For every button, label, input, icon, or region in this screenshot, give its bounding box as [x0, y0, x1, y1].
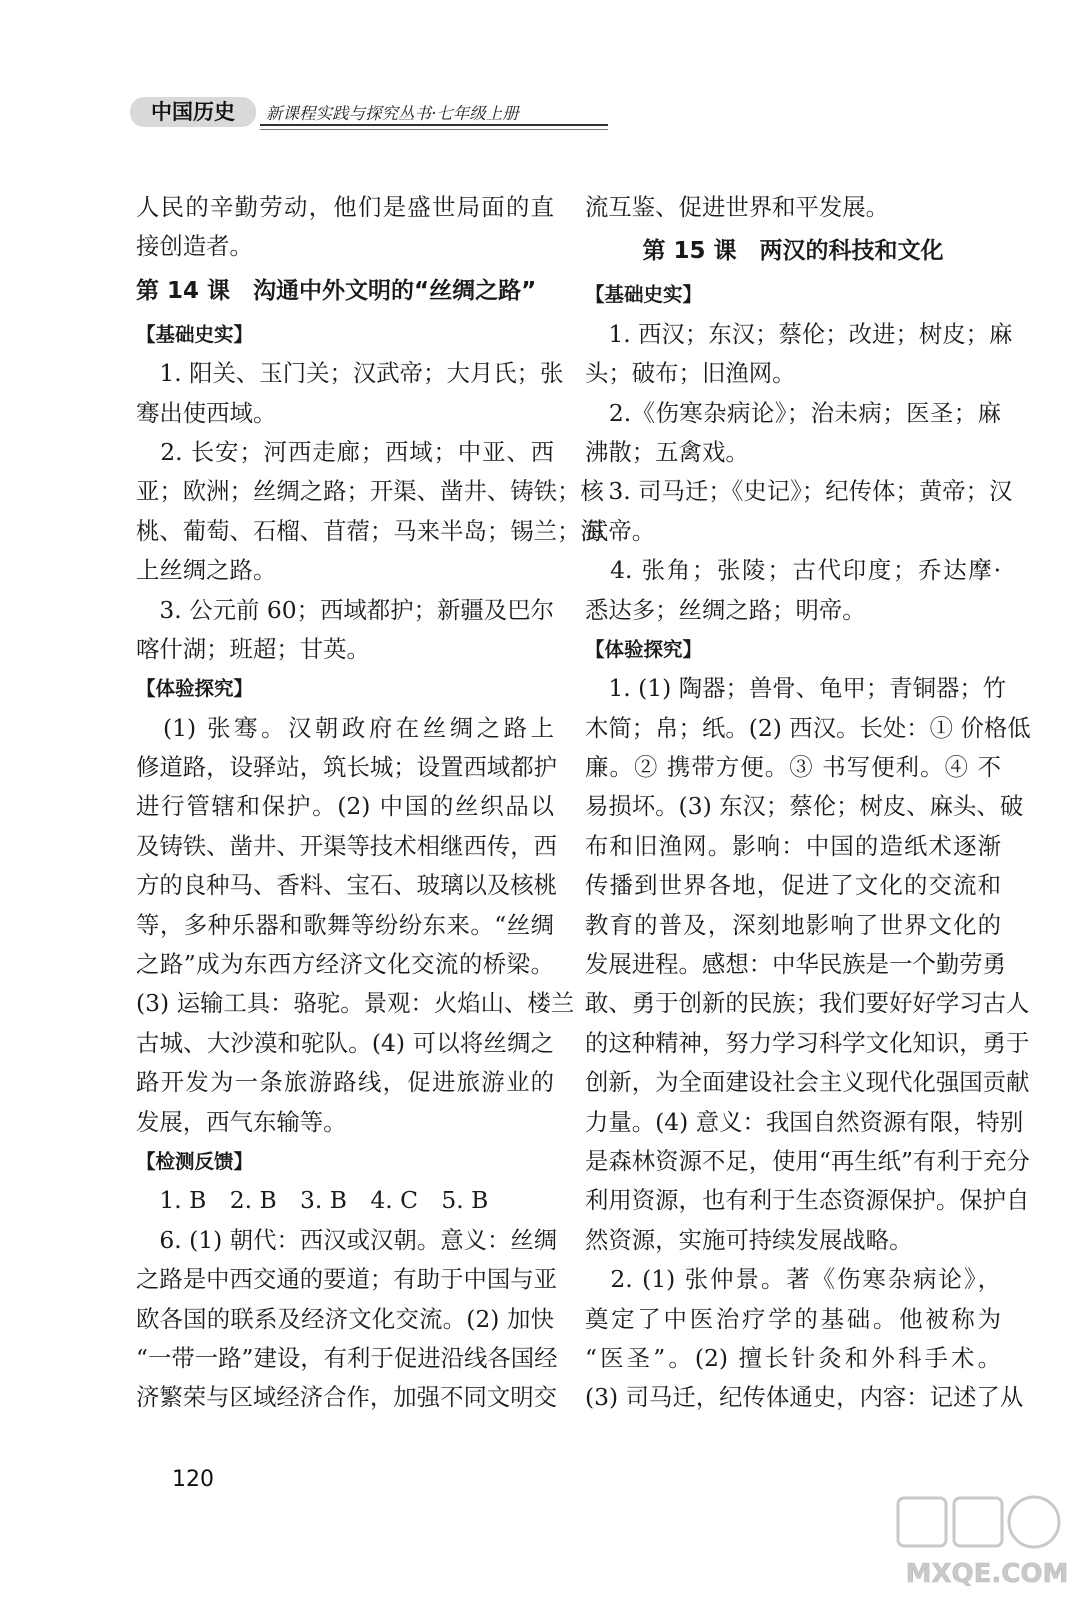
text-line: 悉达多；丝绸之路；明帝。: [585, 595, 866, 624]
text-line: 发展，西气东输等。: [136, 1107, 347, 1136]
text-line: 2. 长安；河西走廊；西域；中亚、西: [136, 437, 554, 466]
text-line: 传播到世界各地，促进了文化的交流和: [585, 871, 1001, 900]
text-line: 布和旧渔网。影响：中国的造纸术逐渐: [585, 831, 1001, 860]
text-line: 奠定了中医治疗学的基础。他被称为: [585, 1304, 1001, 1333]
text-line: 头；破布；旧渔网。: [585, 359, 796, 388]
text-line: 流互鉴、促进世界和平发展。: [585, 193, 890, 221]
text-line: 发展进程。感想：中华民族是一个勤劳勇: [585, 950, 1007, 979]
text-line: 沸散；五禽戏。: [585, 437, 749, 466]
text-line: (3) 运输工具：骆驼。景观：火焰山、楼兰: [136, 989, 575, 1018]
text-line: 3. 公元前 60；西域都护；新疆及巴尔: [136, 595, 554, 624]
text-line: (3) 司马迁，纪传体通史，内容：记述了从: [585, 1383, 1024, 1412]
text-line: 喀什湖；班超；甘英。: [136, 634, 370, 663]
text-line: 桃、葡萄、石榴、苜蓿；马来半岛；锡兰；海: [136, 516, 604, 545]
text-line: 1. B 2. B 3. B 4. C 5. B: [136, 1186, 489, 1215]
text-line: 亚；欧洲；丝绸之路；开渠、凿井、铸铁；核: [136, 477, 604, 506]
text-line: 路开发为一条旅游路线，促进旅游业的: [136, 1068, 554, 1097]
text-line: 骞出使西域。: [136, 398, 277, 427]
text-line: 等，多种乐器和歌舞等纷纷东来。“丝绸: [136, 910, 554, 939]
text-line: 1. 西汉；东汉；蔡伦；改进；树皮；麻: [585, 319, 1013, 348]
text-line: (1) 张骞。汉朝政府在丝绸之路上: [136, 713, 554, 742]
text-line: 方的良种马、香料、宝石、玻璃以及核桃: [136, 871, 558, 900]
text-line: 6. (1) 朝代：西汉或汉朝。意义：丝绸: [136, 1225, 558, 1254]
text-line: 然资源，实施可持续发展战略。: [585, 1225, 913, 1254]
header-rule-thin: [260, 129, 608, 130]
watermark-logo: [892, 1492, 1072, 1592]
text-line: 是森林资源不足，使用“再生纸”有利于充分: [585, 1146, 1030, 1175]
text-line: 1. 阳关、玉门关；汉武帝；大月氏；张: [136, 359, 564, 388]
watermark-url: MXQE.COM: [905, 1559, 1069, 1589]
text-line: 及铸铁、凿井、开渠等技术相继西传，西: [136, 831, 558, 860]
text-line: 修道路，设驿站，筑长城；设置西域都护: [136, 753, 558, 782]
text-line: 教育的普及，深刻地影响了世界文化的: [585, 910, 1001, 939]
left-column: [136, 188, 604, 1418]
text-line: 欧各国的联系及经济文化交流。(2) 加快: [136, 1304, 554, 1333]
text-line: 的这种精神，努力学习科学文化知识，勇于: [585, 1028, 1030, 1057]
text-line: 力量。(4) 意义：我国自然资源有限，特别: [585, 1107, 1024, 1136]
text-line: “一带一路”建设，有利于促进沿线各国经: [136, 1343, 558, 1372]
section-heading: 【体验探究】: [585, 637, 703, 661]
text-line: 人民的辛勤劳动，他们是盛世局面的直: [136, 193, 554, 221]
section-heading: 【基础史实】: [585, 283, 703, 307]
text-line: 接创造者。: [136, 232, 253, 261]
lesson-title: 第 15 课 两汉的科技和文化: [642, 238, 944, 265]
text-line: 古城、大沙漠和驼队。(4) 可以将丝绸之: [136, 1028, 554, 1057]
subject-tag: 中国历史: [130, 97, 256, 127]
running-header: [130, 97, 610, 131]
text-line: 创新，为全面建设社会主义现代化强国贡献: [585, 1068, 1030, 1097]
text-line: 1. (1) 陶器；兽骨、龟甲；青铜器；竹: [585, 674, 1007, 703]
section-heading: 【体验探究】: [136, 677, 254, 701]
text-line: 济繁荣与区域经济合作，加强不同文明交: [136, 1383, 558, 1412]
text-line: 廉。② 携带方便。③ 书写便利。④ 不: [585, 753, 1001, 782]
text-line: 上丝绸之路。: [136, 556, 277, 585]
series-title: 新课程实践与探究丛书·七年级上册: [266, 104, 519, 123]
section-heading: 【基础史实】: [136, 322, 254, 346]
text-line: 之路是中西交通的要道；有助于中国与亚: [136, 1265, 558, 1294]
text-line: 4. 张角；张陵；古代印度；乔达摩·: [585, 556, 1001, 585]
text-line: 武帝。: [585, 516, 656, 545]
page-number: 120: [172, 1467, 214, 1492]
text-line: 3. 司马迁；《史记》；纪传体；黄帝；汉: [585, 477, 1013, 506]
header-rule: [260, 124, 608, 126]
text-line: 易损坏。(3) 东汉；蔡伦；树皮、麻头、破: [585, 792, 1024, 821]
text-line: 2.《伤寒杂病论》；治未病；医圣；麻: [585, 398, 1001, 427]
lesson-title: 第 14 课 沟通中外文明的“丝绸之路”: [136, 277, 537, 304]
text-line: 2. (1) 张仲景。著《伤寒杂病论》，: [585, 1265, 1001, 1294]
section-heading: 【检测反馈】: [136, 1149, 254, 1173]
text-line: 利用资源，也有利于生态资源保护。保护自: [585, 1186, 1030, 1215]
text-line: 进行管辖和保护。(2) 中国的丝织品以: [136, 792, 554, 821]
right-column: [585, 188, 1031, 1418]
text-line: 敢、勇于创新的民族；我们要好好学习古人: [585, 989, 1030, 1018]
text-line: 之路”成为东西方经济文化交流的桥梁。: [136, 950, 554, 979]
text-line: “医圣”。(2) 擅长针灸和外科手术。: [585, 1343, 1001, 1372]
text-line: 木简；帛；纸。(2) 西汉。长处：① 价格低: [585, 713, 1031, 742]
